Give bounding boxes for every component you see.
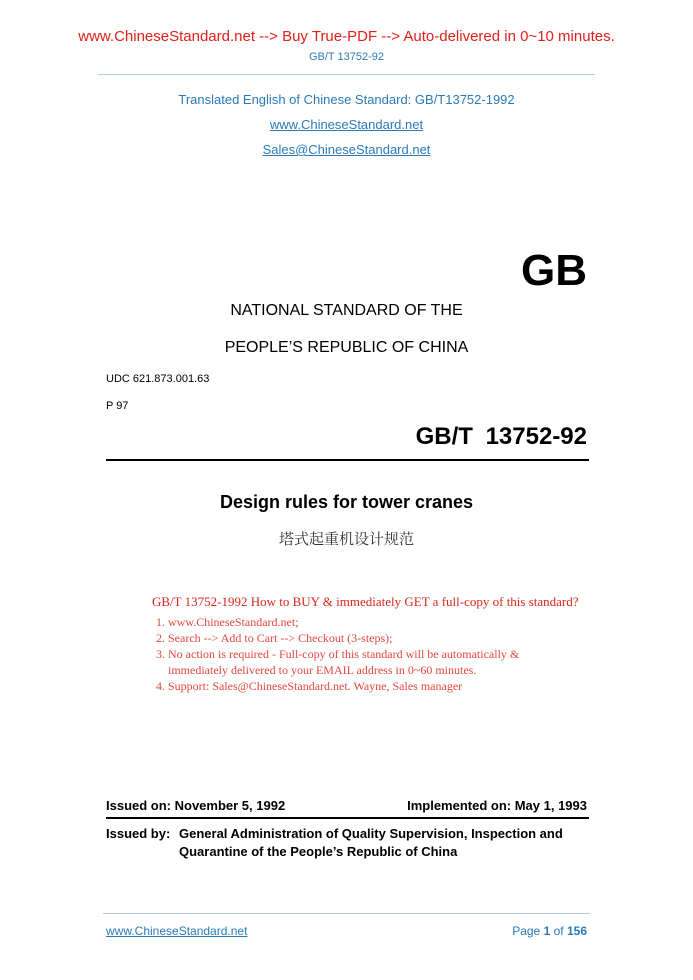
purchase-steps — [152, 614, 568, 694]
translated-line: Translated English of Chinese Standard: GB/T13752-1992 — [178, 92, 515, 107]
issued-on-date: Issued on: November 5, 1992 — [106, 798, 286, 813]
dates-divider — [106, 817, 589, 819]
website-link[interactable]: www.ChineseStandard.net — [269, 117, 424, 132]
document-title: Design rules for tower cranes — [219, 492, 474, 512]
title-divider — [106, 459, 589, 461]
gb-mark: GB — [521, 246, 587, 295]
page-prefix: Page — [512, 924, 541, 938]
page-current: 1 — [543, 924, 551, 938]
issuer-line2: Quarantine of the People’s Republic of China — [179, 844, 458, 859]
page-total: 156 — [566, 924, 587, 938]
header-divider — [98, 74, 595, 75]
purchase-step: 4. Support: Sales@ChineseStandard.net. Wayne, Sales manager — [168, 678, 568, 694]
national-standard-line1: NATIONAL STANDARD OF THE — [230, 302, 463, 319]
page-indicator — [512, 924, 587, 938]
email-link[interactable]: Sales@ChineseStandard.net — [262, 142, 431, 157]
purchase-info — [152, 594, 579, 694]
standard-number: GB/T 13752-92 — [415, 423, 587, 450]
purchase-step: 1. www.ChineseStandard.net; — [168, 614, 568, 630]
issuer-block — [106, 825, 563, 861]
purchase-title: GB/T 13752-1992 How to BUY & immediately GET a full-copy of this standard? — [152, 594, 579, 609]
issuer-label: Issued by: — [106, 826, 171, 841]
purchase-step: 3. No action is required - Full-copy of this standard will be automatically & immediately delivered to your EMAIL address in 0~60 minutes. — [168, 646, 568, 678]
purchase-step: 2. Search --> Add to Cart --> Checkout (3-steps); — [168, 630, 568, 646]
footer-divider — [103, 913, 590, 914]
top-banner: www.ChineseStandard.net --> Buy True-PDF --> Auto-delivered in 0~10 minutes. — [78, 28, 615, 45]
page-of: of — [553, 924, 564, 938]
header-standard-code: GB/T 13752-92 — [308, 51, 384, 63]
national-standard-line2: PEOPLE’S REPUBLIC OF CHINA — [224, 339, 469, 356]
issuer-line1: General Administration of Quality Supervision, Inspection and — [179, 826, 563, 841]
udc-code: UDC 621.873.001.63 — [106, 373, 210, 385]
document-title-chinese: 塔式起重机设计规范 — [278, 530, 414, 548]
footer-website-link[interactable]: www.ChineseStandard.net — [106, 924, 248, 938]
implemented-on-date: Implemented on: May 1, 1993 — [407, 798, 587, 813]
p-code: P 97 — [106, 400, 129, 412]
